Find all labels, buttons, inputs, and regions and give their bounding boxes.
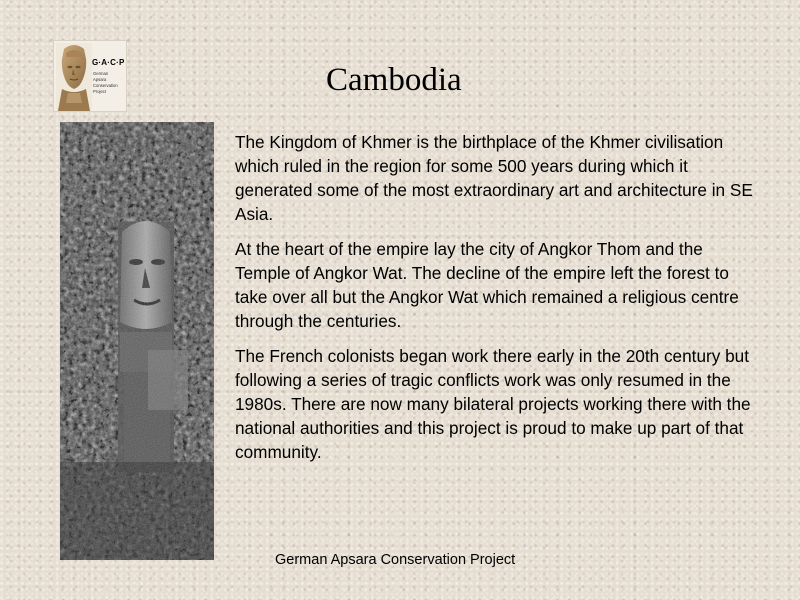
logo-acronym: G·A·C·P: [92, 58, 125, 67]
angkor-temple-photo: [60, 122, 214, 560]
gacp-logo: [53, 40, 127, 112]
logo-subtitle-line: Apsara: [93, 77, 107, 82]
page-title: Cambodia: [326, 62, 462, 98]
logo-subtitle: [93, 71, 127, 95]
logo-subtitle-line: German: [93, 71, 109, 76]
paragraph: At the heart of the empire lay the city of Angkor Thom and the Temple of Angkor Wat. The decline of the empire left the forest to take over all but the Angkor Wat which remained a religious centre through the centuries.: [235, 239, 739, 331]
logo-subtitle-line: Conservation: [93, 83, 118, 88]
body-text: [235, 130, 755, 475]
paragraph: The French colonists began work there early in the 20th century but following a series of tragic conflicts work was only resumed in the 1980s. There are now many bilateral projects working there with the national authorities and this project is proud to make up part of that community.: [235, 346, 751, 462]
footer: German Apsara Conservation Project: [275, 552, 516, 568]
apsara-head-icon: [56, 43, 92, 111]
paragraph: The Kingdom of Khmer is the birthplace of the Khmer civilisation which ruled in the region for some 500 years during which it generated some of the most extraordinary art and architecture in SE Asia.: [235, 132, 753, 224]
logo-subtitle-line: Project: [93, 89, 107, 94]
